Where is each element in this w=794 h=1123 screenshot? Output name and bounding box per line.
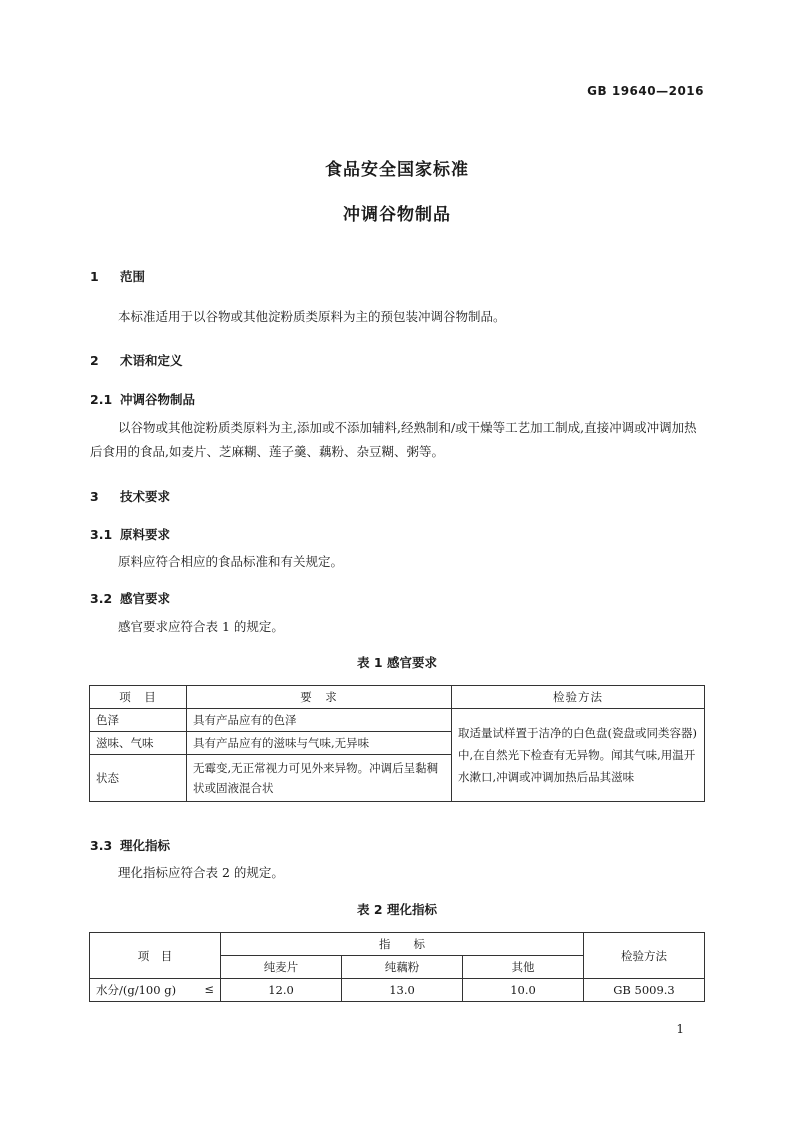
- section-3-2-body: 感官要求应符合表 1 的规定。: [118, 619, 284, 634]
- table-2-caption: 表 2 理化指标: [357, 902, 437, 917]
- section-title: 范围: [120, 269, 146, 284]
- table-row: [90, 709, 705, 732]
- table-1-caption: 表 1 感官要求: [357, 655, 437, 670]
- section-number: 2: [90, 353, 99, 368]
- table-row: [90, 979, 705, 1002]
- item-cell: 状态: [90, 755, 187, 802]
- section-1-body: 本标准适用于以谷物或其他淀粉质类原料为主的预包装冲调谷物制品。: [118, 309, 506, 324]
- section-3-1-body: 原料应符合相应的食品标准和有关规定。: [118, 554, 344, 569]
- section-3-3-heading: [90, 836, 170, 854]
- column-header-method: 检验方法: [584, 933, 705, 979]
- subheader-cell: 其他: [463, 956, 584, 979]
- section-number: 3.3: [90, 838, 113, 853]
- column-header-item: 项 目: [90, 686, 187, 709]
- page-number: 1: [676, 1022, 684, 1036]
- section-1-heading: [90, 267, 145, 285]
- section-3-heading: [90, 487, 170, 505]
- section-title: 感官要求: [120, 591, 171, 606]
- less-equal-symbol: ≤: [204, 982, 214, 996]
- section-2-1-body: 以谷物或其他淀粉质类原料为主,添加或不添加辅料,经熟制和/或干燥等工艺加工制成,直接冲调或冲调加热后食用的食品,如麦片、芝麻糊、莲子羹、藕粉、杂豆糊、粥等。: [90, 420, 697, 459]
- column-header-item: 项 目: [90, 933, 221, 979]
- section-title: 技术要求: [120, 489, 171, 504]
- value-cell: 13.0: [342, 979, 463, 1002]
- subheader-cell: 纯麦片: [221, 956, 342, 979]
- section-title: 原料要求: [120, 527, 171, 542]
- value-cell: 10.0: [463, 979, 584, 1002]
- document-title: 食品安全国家标准: [325, 160, 469, 180]
- subheader-cell: 纯藕粉: [342, 956, 463, 979]
- section-title: 术语和定义: [120, 353, 183, 368]
- requirement-cell: 具有产品应有的滋味与气味,无异味: [187, 732, 452, 755]
- section-title: 冲调谷物制品: [120, 392, 196, 407]
- requirement-cell: 无霉变,无正常视力可见外来异物。冲调后呈黏稠状或固液混合状: [187, 755, 452, 802]
- table-header-row: [90, 686, 705, 709]
- section-number: 1: [90, 269, 99, 284]
- section-number: 3.2: [90, 591, 113, 606]
- sensory-requirements-table: [89, 685, 705, 802]
- table-header-row: [90, 933, 705, 956]
- section-3-2-heading: [90, 589, 170, 607]
- column-header-index: 指 标: [221, 933, 584, 956]
- method-cell: GB 5009.3: [584, 979, 705, 1002]
- column-header-method: 检验方法: [452, 686, 705, 709]
- section-2-1-heading: [90, 390, 195, 408]
- item-cell: 滋味、气味: [90, 732, 187, 755]
- section-title: 理化指标: [120, 838, 171, 853]
- section-number: 3.1: [90, 527, 113, 542]
- requirement-cell: 具有产品应有的色泽: [187, 709, 452, 732]
- value-cell: 12.0: [221, 979, 342, 1002]
- document-subtitle: 冲调谷物制品: [343, 205, 451, 225]
- item-cell: [90, 979, 221, 1002]
- section-2-heading: [90, 351, 183, 369]
- item-label: 水分/(g/100 g): [96, 983, 177, 997]
- column-header-requirement: 要 求: [187, 686, 452, 709]
- section-number: 3: [90, 489, 99, 504]
- standard-code: GB 19640—2016: [587, 84, 704, 98]
- section-3-3-body: 理化指标应符合表 2 的规定。: [118, 865, 284, 880]
- item-cell: 色泽: [90, 709, 187, 732]
- physicochemical-indicators-table: [89, 932, 705, 1002]
- section-3-1-heading: [90, 525, 170, 543]
- section-number: 2.1: [90, 392, 113, 407]
- method-cell: 取适量试样置于洁净的白色盘(瓷盘或同类容器)中,在自然光下检查有无异物。闻其气味,用温开水漱口,冲调或冲调加热后品其滋味: [452, 709, 705, 802]
